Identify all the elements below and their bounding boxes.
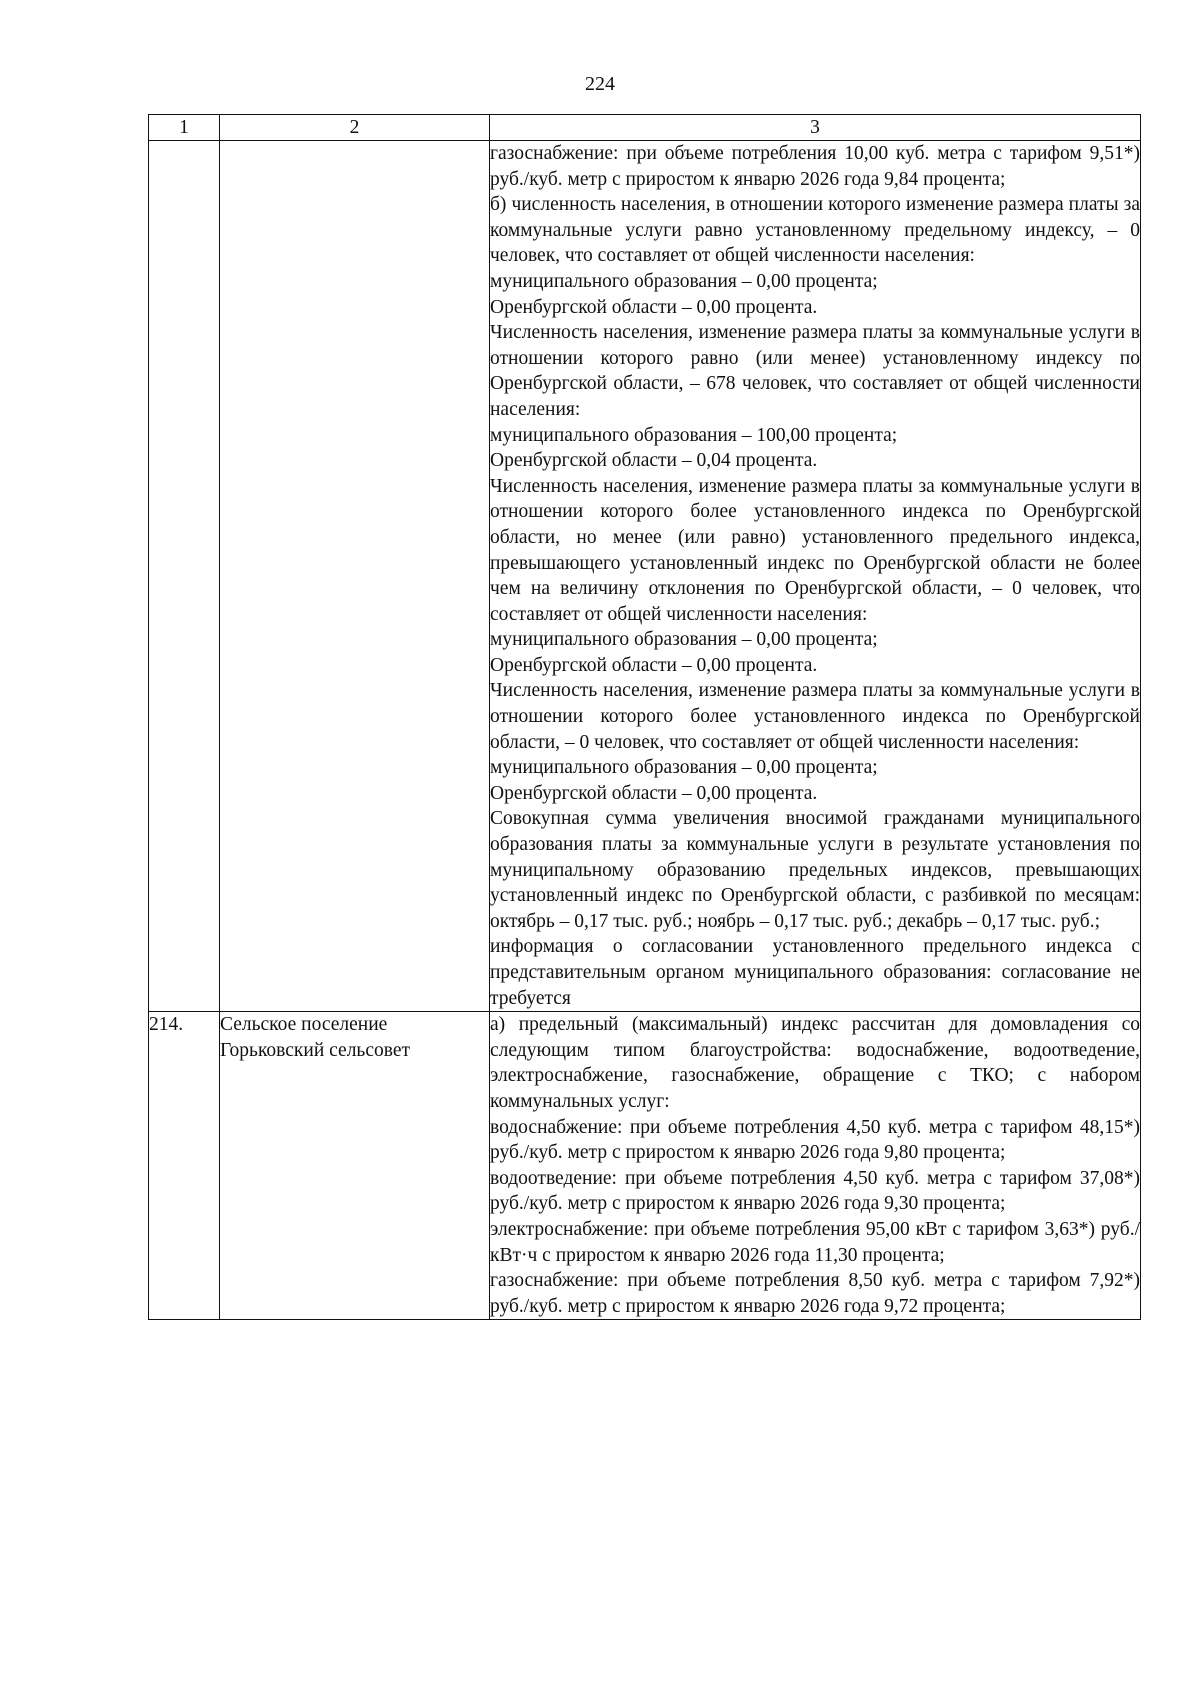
paragraph: водоснабжение: при объеме потребления 4,50 куб. метра с тарифом 48,15*) руб./куб. метр с приростом к январю 2026 года 9,80 процента; bbox=[490, 1116, 1140, 1164]
paragraph: Совокупная сумма увеличения вносимой гражданами муниципального образования платы за коммунальные услуги в результате установления по муниципальному образованию предельных индексов, превышающих установленный индекс по Оренбургской области, с разбивкой по месяцам: октябрь – 0,17 тыс. руб.; ноябрь – 0,17 тыс. руб.; декабрь – 0,17 тыс. руб.; bbox=[490, 808, 1140, 932]
paragraph: информация о согласовании установленного предельного индекса с представительным органом муниципального образования: согласование не требуется bbox=[490, 936, 1140, 1009]
paragraph: Оренбургской области – 0,04 процента. bbox=[490, 450, 818, 472]
page-number: 224 bbox=[585, 73, 615, 95]
paragraph: газоснабжение: при объеме потребления 8,50 куб. метра с тарифом 7,92*) руб./куб. метр с приростом к январю 2026 года 9,72 процента; bbox=[490, 1270, 1140, 1317]
column-header-2: 2 bbox=[220, 115, 490, 141]
paragraph: муниципального образования – 0,00 процента; bbox=[490, 757, 878, 779]
paragraph: а) предельный (максимальный) индекс рассчитан для домовладения со следующим типом благоустройства: водоснабжение, водоотведение, электроснабжение, газоснабжение, обращение с ТКО; с набором коммунальных услуг: bbox=[490, 1014, 1140, 1112]
paragraph: муниципального образования – 100,00 процента; bbox=[490, 424, 898, 446]
municipality-name-line: Сельское поселение bbox=[220, 1014, 388, 1036]
paragraph: газоснабжение: при объеме потребления 10,00 куб. метра с тарифом 9,51*) руб./куб. метр с приростом к январю 2026 года 9,84 процента; bbox=[490, 143, 1140, 190]
paragraph: водоотведение: при объеме потребления 4,50 куб. метра с тарифом 37,08*) руб./куб. метр с приростом к январю 2026 года 9,30 процента; bbox=[490, 1167, 1140, 1215]
column-header-3: 3 bbox=[490, 115, 1141, 141]
table-row bbox=[149, 141, 1141, 1012]
row-number bbox=[149, 141, 220, 1012]
paragraph: б) численность населения, в отношении которого изменение размера платы за коммунальные услуги равно установленному предельному индексу, – 0 человек, что составляет от общей численности населения: bbox=[490, 194, 1140, 267]
paragraph: муниципального образования – 0,00 процента; bbox=[490, 629, 878, 651]
paragraph: Численность населения, изменение размера платы за коммунальные услуги в отношении которого более установленного индекса по Оренбургской области, – 0 человек, что составляет от общей численности населения: bbox=[490, 680, 1140, 753]
paragraph: Численность населения, изменение размера платы за коммунальные услуги в отношении которого более установленного индекса по Оренбургской области, но менее (или равно) установленного предельного индекса, превышающего установленный индекс по Оренбургской области не более чем на величину отклонения по Оренбургской области, – 0 человек, что составляет от общей численности населения: bbox=[490, 475, 1140, 625]
row-content bbox=[490, 1012, 1141, 1320]
municipality-name bbox=[220, 141, 490, 1012]
paragraph: электроснабжение: при объеме потребления 95,00 кВт с тарифом 3,63*) руб./кВт·ч с приростом к январю 2026 года 11,30 процента; bbox=[490, 1218, 1140, 1266]
column-header-1: 1 bbox=[149, 115, 220, 141]
municipality-name-line: Горьковский сельсовет bbox=[220, 1039, 411, 1061]
table-row bbox=[149, 1012, 1141, 1320]
paragraph: муниципального образования – 0,00 процента; bbox=[490, 270, 878, 292]
paragraph: Оренбургской области – 0,00 процента. bbox=[490, 654, 818, 676]
paragraph: Оренбургской области – 0,00 процента. bbox=[490, 296, 818, 318]
table-header-row bbox=[149, 115, 1141, 141]
paragraph: Численность населения, изменение размера платы за коммунальные услуги в отношении которого равно (или менее) установленному индексу по Оренбургской области, – 678 человек, что составляет от общей численности населения: bbox=[490, 322, 1140, 420]
paragraph: Оренбургской области – 0,00 процента. bbox=[490, 782, 818, 804]
document-table bbox=[148, 114, 1141, 1320]
municipality-name bbox=[220, 1012, 490, 1320]
row-content bbox=[490, 141, 1141, 1012]
row-number: 214. bbox=[149, 1012, 220, 1320]
